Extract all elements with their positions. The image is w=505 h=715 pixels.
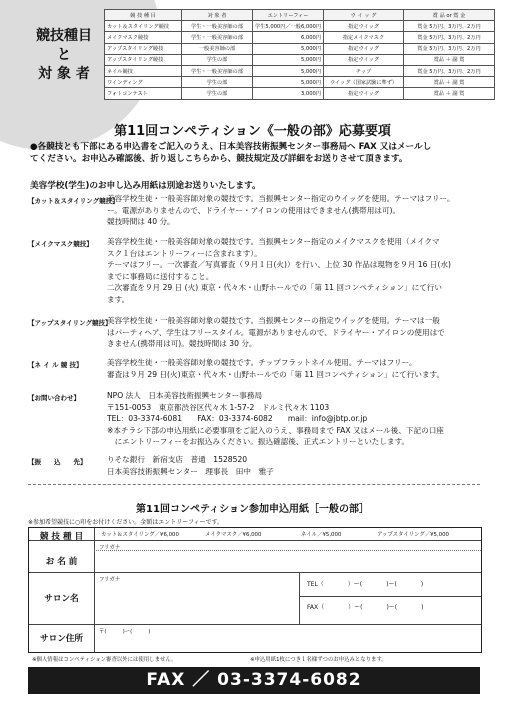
section-line: にエントリーフィーをお振込みください。振込確認後、正式エントリーといたします。 bbox=[107, 437, 410, 447]
section-line: 二次審査を９月 29 日 (火) 東京・代々木・山野ホールでの「第 11 回コンペティション」にて行い bbox=[107, 283, 442, 293]
name-input[interactable] bbox=[99, 552, 474, 568]
cell: 指定ウイッグ bbox=[324, 21, 404, 32]
name-label: お 名 前 bbox=[45, 557, 78, 567]
cell: メイクマスク競技 bbox=[105, 32, 182, 43]
header-title-line: 競技種目 bbox=[36, 28, 92, 44]
cut-line bbox=[28, 484, 480, 485]
section-line: 競技時間は 40 分。 bbox=[107, 217, 175, 227]
section-body-contact bbox=[107, 390, 481, 448]
form-row-divider bbox=[299, 596, 481, 597]
section-body-bank bbox=[107, 454, 481, 477]
table-header: 競 技 種 目 bbox=[105, 10, 182, 21]
section-line: 日本美容技術振興センター 理事長 田中 雅子 bbox=[107, 466, 274, 476]
table-row bbox=[105, 43, 495, 54]
section-line: テーマはフリー。一次審査／写真審査（９月１日(火)）を行い、上位 30 作品は現物を９月 16 日(水) bbox=[107, 260, 451, 270]
cell: 指定ウイッグ bbox=[324, 43, 404, 54]
cell: 学生5,000円／一般6,000円 bbox=[253, 21, 324, 32]
section-line: 美容学校生徒・一般美容師対象の競技です。チップフラットネイル使用。テーマはフリー。 bbox=[107, 358, 417, 367]
cell: アップスタイリング競技 bbox=[105, 43, 182, 54]
section-body-makeup bbox=[107, 236, 481, 306]
table-row bbox=[105, 65, 495, 76]
table-header: エントリーフィー bbox=[253, 10, 324, 21]
header-title-line: 対 象 者 bbox=[38, 66, 90, 82]
form-row-divider bbox=[29, 540, 481, 541]
cell: 賞金 5万円、3万円、2万円 bbox=[404, 32, 495, 43]
event-option-makeup[interactable]: メイクマスク／¥6,000 bbox=[205, 532, 262, 538]
section-line: 美容学校生徒・一般美容師対象の競技です。当振興センター指定のメイクマスクを使用（メイクマ bbox=[107, 237, 440, 246]
section-line: NPO 法人 日本美容技術振興センター事務局 bbox=[107, 391, 263, 400]
cell: 5,000円 bbox=[253, 54, 324, 65]
section-line: ー。電源がありませんので、ドライヤー・アイロンの使用はできません(携帯用は可)。 bbox=[107, 205, 401, 215]
name-furigana: フリガナ bbox=[99, 545, 121, 551]
section-line: りそな銀行 新宿支店 普通 1528520 bbox=[107, 455, 248, 464]
cell: 5,000円 bbox=[253, 77, 324, 88]
salon-label: サロン名 bbox=[44, 594, 79, 604]
form-row-divider bbox=[29, 624, 481, 625]
postal-field[interactable]: 〒( )ー( ) bbox=[99, 629, 151, 635]
section-label-makeup: 【メイクマスク競技】 bbox=[28, 240, 93, 248]
form-row-divider bbox=[94, 550, 481, 551]
address-label: サロン住所 bbox=[40, 634, 83, 644]
student-note: 美容学校(学生)のお申し込み用紙は別途お送りいたします。 bbox=[30, 181, 261, 191]
section-label-bank: 【振 込 先】 bbox=[28, 458, 87, 466]
section-line: はパーティヘア、学生はフリースタイル。電源がありませんので、ドライヤー・アイロンの使用はで bbox=[107, 327, 445, 337]
table-row bbox=[105, 21, 495, 32]
cell: 賞品 ＋ 副 賞 bbox=[404, 88, 495, 99]
cell: 賞品 ＋ 副 賞 bbox=[404, 54, 495, 65]
cell: 3,000円 bbox=[253, 88, 324, 99]
cell: 指定ウイッグ bbox=[324, 88, 404, 99]
section-body-nail bbox=[107, 357, 481, 380]
cell: フォトコンテスト bbox=[105, 88, 182, 99]
salon-furigana: フリガナ bbox=[99, 577, 121, 583]
section-body-cut bbox=[107, 193, 481, 228]
section-line: 美容学校生徒・一般美容師対象の競技です。当振興センター指定のウイッグを使用。テーマはフリー。 bbox=[107, 194, 455, 203]
header-title-line: と bbox=[57, 47, 71, 63]
cell: ワインディング bbox=[105, 77, 182, 88]
section-label-contact: 【お問い合わせ】 bbox=[28, 394, 80, 402]
lead-line: ●各競技とも下部にある申込書をご記入のうえ、日本美容技術振興センター事務局へ FAX 又はメールし bbox=[30, 142, 432, 152]
header-title bbox=[24, 27, 104, 84]
cell: 学生の部 bbox=[182, 77, 253, 88]
section-line: 美容学校生徒・一般美容師対象の競技です。当振興センターの指定ウイッグを使用。テーマは一般 bbox=[107, 316, 440, 325]
section-line: きません(携帯用は可)。競技時間は 30 分。 bbox=[107, 339, 257, 349]
table-header: 対 象 者 bbox=[182, 10, 253, 21]
page-title: 第11回コンペティション《一般の部》応募要項 bbox=[114, 124, 391, 139]
cell: 学生の部 bbox=[182, 88, 253, 99]
lead-text bbox=[30, 141, 480, 165]
section-label-upstyle: 【アップスタイリング競技】 bbox=[28, 319, 112, 327]
fax-banner: FAX ／ 03-3374-6082 bbox=[28, 667, 480, 694]
cell: 一般美容師の部 bbox=[182, 43, 253, 54]
address-input[interactable] bbox=[99, 636, 474, 650]
event-label: 競 技 種 目 bbox=[39, 532, 84, 542]
lead-line: てください。お申込み確認後、折り返しこちらから、競技規定及び詳細をお送りさせて頂きます。 bbox=[30, 154, 408, 164]
entry-form bbox=[28, 527, 482, 653]
cell: 学生・一般美容師の部 bbox=[182, 21, 253, 32]
cell: 5,000円 bbox=[253, 43, 324, 54]
section-label-cut: 【カット＆スタイリング競技】 bbox=[28, 197, 119, 205]
table-row bbox=[105, 88, 495, 99]
event-option-cut[interactable]: カット＆スタイリング／¥6,000 bbox=[101, 532, 179, 538]
section-line: TEL：03-3374-6081 FAX：03-3374-6082 mail：info@jbtp.or.jp bbox=[107, 414, 368, 424]
cell: アップスタイリング競技 bbox=[105, 54, 182, 65]
table-header: ウ イ ッ グ bbox=[324, 10, 404, 21]
cell: 指定ウイッグ bbox=[324, 54, 404, 65]
cell: 学生の部 bbox=[182, 54, 253, 65]
cell: 賞金 5万円、3万円、2万円 bbox=[404, 21, 495, 32]
cell: 6,000円 bbox=[253, 32, 324, 43]
salon-name-input[interactable] bbox=[99, 584, 294, 620]
form-row-divider bbox=[29, 572, 481, 573]
section-line: までに事務局に送付すること。 bbox=[107, 271, 214, 281]
cell: 賞品 ＋ 副 賞 bbox=[404, 77, 495, 88]
cell: カット＆スタイリング競技 bbox=[105, 21, 182, 32]
cell: 賞金 5万円、3万円、2万円 bbox=[404, 43, 495, 54]
tel-field[interactable]: TEL（ ）ー( )ー( ) bbox=[307, 581, 424, 588]
privacy-note: ※個人情報はコンペティション審査以外には使用しません。 bbox=[32, 657, 177, 663]
form-title: 第11回コンペティション参加申込用紙［一般の部］ bbox=[136, 504, 369, 515]
section-body-upstyle bbox=[107, 315, 481, 350]
section-line: 審査は９月 29 日(火)東京・代々木・山野ホールでの「第 11 回コンペティション」にて行います。 bbox=[107, 369, 445, 379]
table-row bbox=[105, 54, 495, 65]
cell: ネイル競技 bbox=[105, 65, 182, 76]
form-divider bbox=[299, 572, 300, 624]
table-header: 賞 品 or 賞 金 bbox=[404, 10, 495, 21]
section-line: 〒151-0053 東京都渋谷区代々木 1-57-2 ドルミ代々木 1103 bbox=[107, 402, 330, 412]
fax-field[interactable]: FAX（ ）ー( )ー( ) bbox=[307, 604, 424, 611]
form-divider bbox=[94, 528, 95, 652]
cell: ウイッグ（国家試験に準ず） bbox=[324, 77, 404, 88]
one-person-note: ※申込用紙1枚につき１名様ずつのお申込みとなります。 bbox=[250, 657, 387, 663]
event-option-upstyle[interactable]: アップスタイリング／¥5,000 bbox=[377, 532, 449, 538]
table-row bbox=[105, 32, 495, 43]
cell: チップ bbox=[324, 65, 404, 76]
section-label-nail: 【ネ イ ル 競 技】 bbox=[28, 361, 83, 369]
cell: 学生・一般美容師の部 bbox=[182, 65, 253, 76]
event-option-nail[interactable]: ネイル／¥5,000 bbox=[301, 532, 342, 538]
form-note: ※参加希望競技に○印をお付けください。金額はエントリーフィーです。 bbox=[28, 519, 224, 526]
cell: 指定メイクマスク bbox=[324, 32, 404, 43]
table-row bbox=[105, 77, 495, 88]
section-line: スク１台はエントリーフィーに含まれます）。 bbox=[107, 248, 262, 258]
cell: 賞金 5万円、3万円、2万円 bbox=[404, 65, 495, 76]
section-line: ます。 bbox=[107, 294, 130, 304]
category-table bbox=[104, 9, 495, 100]
cell: 学生・一般美容師の部 bbox=[182, 32, 253, 43]
section-line: ※本チラシ下部の申込用紙に必要事項をご記入のうえ、事務局まで FAX 又はメール後、下記の口座 bbox=[107, 425, 444, 435]
cell: 5,000円 bbox=[253, 65, 324, 76]
